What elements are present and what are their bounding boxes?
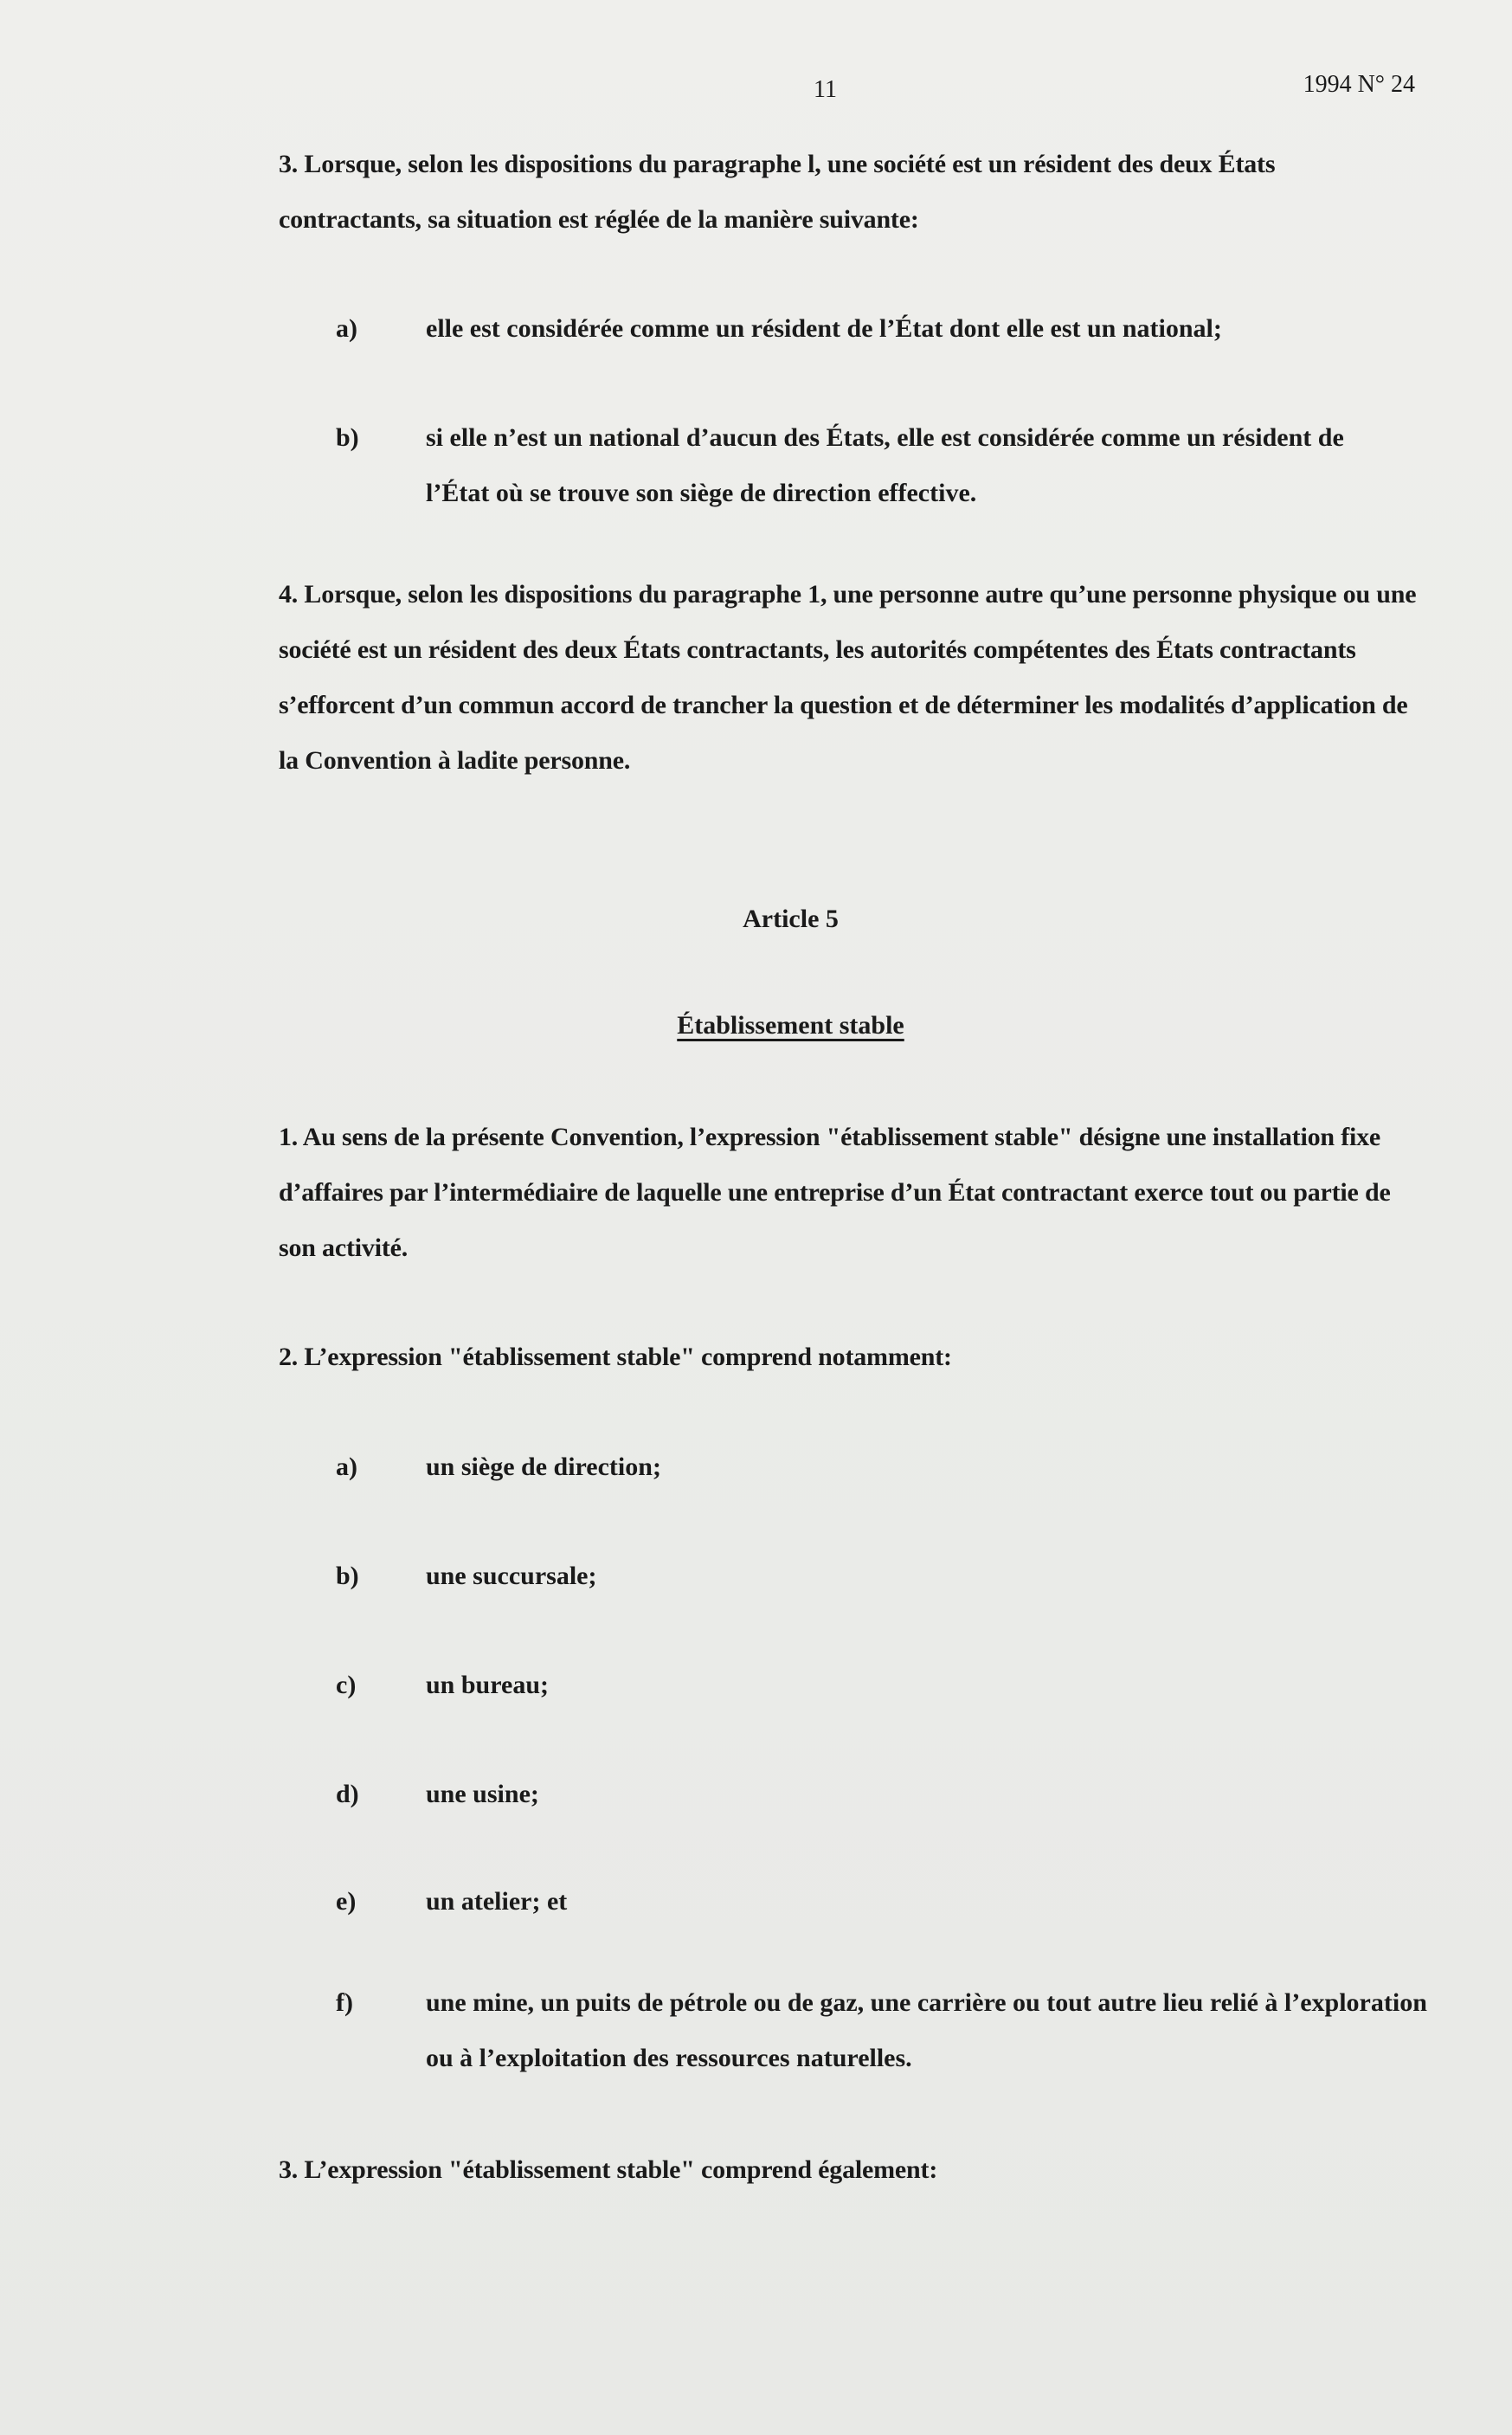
list-item-text: une usine; bbox=[426, 1780, 539, 1808]
list-item-text: une mine, un puits de pétrole ou de gaz, une carrière ou tout autre lieu relié à l’exploration ou à l’exploitation des ressources naturelles. bbox=[426, 1988, 1427, 2072]
list-item-label: b) bbox=[336, 1562, 359, 1590]
article-title: Établissement stable bbox=[677, 1011, 904, 1040]
article5-paragraph-2: 2. L’expression "établissement stable" comprend notamment: bbox=[279, 1343, 952, 1371]
article-number: Article 5 bbox=[743, 905, 839, 933]
list-item-label: d) bbox=[336, 1780, 359, 1808]
list-item-text: une succursale; bbox=[426, 1562, 597, 1590]
list-item-text: un atelier; et bbox=[426, 1887, 568, 1916]
list-item-text: si elle n’est un national d’aucun des États, elle est considérée comme un résident de l’État où se trouve son siège de direction effective. bbox=[426, 423, 1344, 507]
paragraph-4: 4. Lorsque, selon les dispositions du paragraphe 1, une personne autre qu’une personne physique ou une société est un résident des deux États contractants, les autorités compétentes des États contractants s’efforcent d’un commun accord de trancher la question et de déterminer les modalités d’application de la Convention à ladite personne. bbox=[279, 580, 1417, 775]
article5-paragraph-1: 1. Au sens de la présente Convention, l’expression "établissement stable" désigne une installation fixe d’affaires par l’intermédiaire de laquelle une entreprise d’un État contractant exerce tout ou partie de son activité. bbox=[279, 1123, 1391, 1262]
article5-paragraph-3: 3. L’expression "établissement stable" comprend également: bbox=[279, 2155, 938, 2184]
list-item-label: f) bbox=[336, 1988, 353, 2017]
list-item-label: b) bbox=[336, 423, 359, 452]
page-number: 11 bbox=[814, 76, 837, 103]
list-item-text: un siège de direction; bbox=[426, 1453, 661, 1481]
list-item-label: c) bbox=[336, 1671, 357, 1699]
list-item-text: elle est considérée comme un résident de l’État dont elle est un national; bbox=[426, 314, 1222, 343]
list-item-label: e) bbox=[336, 1887, 357, 1916]
paragraph-3: 3. Lorsque, selon les dispositions du paragraphe l, une société est un résident des deux États contractants, sa situation est réglée de la manière suivante: bbox=[279, 150, 1276, 234]
list-item-label: a) bbox=[336, 314, 357, 343]
list-item-text: un bureau; bbox=[426, 1671, 550, 1699]
document-reference: 1994 N° 24 bbox=[1303, 71, 1415, 98]
list-item-label: a) bbox=[336, 1453, 357, 1481]
